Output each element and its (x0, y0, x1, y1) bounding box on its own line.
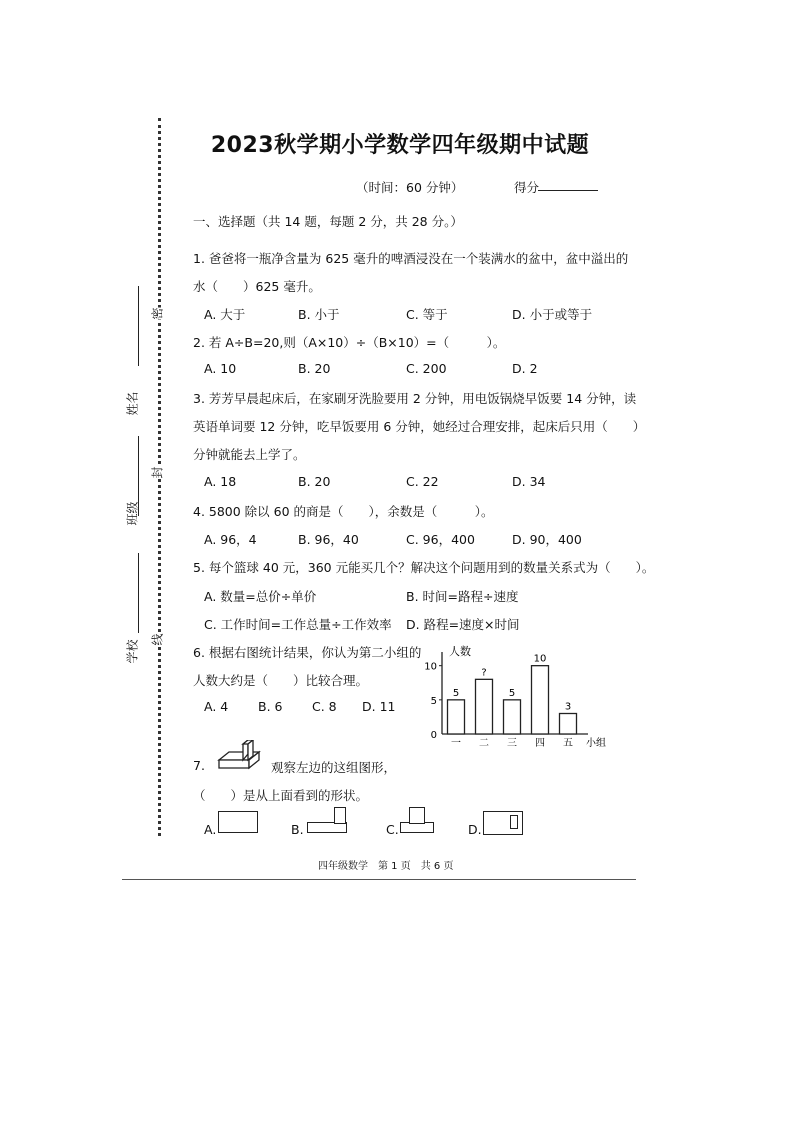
q5-line1: 5. 每个篮球 40 元，360 元能买几个？解决这个问题用到的数量关系式为（ ）。 (193, 560, 655, 575)
q7-option-a-label: A. (204, 822, 217, 837)
seal-mark-1: 密 (150, 307, 165, 320)
q5-option-d: D. 路程=速度×时间 (406, 617, 520, 632)
time-label: （时间：60 分钟） (356, 180, 464, 195)
q2-option-b: B. 20 (298, 361, 331, 376)
score-blank-line (538, 190, 598, 191)
q2-option-c: C. 200 (406, 361, 447, 376)
q7-option-c-label: C. (386, 822, 399, 837)
bar-5 (560, 714, 577, 735)
q7-option-d-label: D. (468, 822, 482, 837)
q4-option-d: D. 90，400 (512, 532, 582, 547)
group-count-bar-chart (418, 638, 614, 750)
q2-option-d: D. 2 (512, 361, 538, 376)
q4-option-c: C. 96，400 (406, 532, 475, 547)
name-blank-line (138, 286, 139, 366)
q3-line2: 英语单词要 12 分钟，吃早饭要用 6 分钟，她经过合理安排，起床后只用（ ） (193, 419, 646, 434)
y-axis-label: 人数 (449, 645, 471, 658)
q1-option-c: C. 等于 (406, 307, 448, 322)
x-category-label: 五 (563, 738, 573, 749)
page-footer: 四年级数学 第 1 页 共 6 页 (318, 861, 454, 872)
q7-option-b-label: B. (291, 822, 304, 837)
q6-line1: 6. 根据右图统计结果，你认为第二小组的 (193, 645, 422, 660)
seal-mark-3: 线 (150, 633, 165, 646)
q4-line1: 4. 5800 除以 60 的商是（ ），余数是（ ）。 (193, 504, 494, 519)
x-axis-label: 小组 (586, 738, 606, 749)
q6-option-d: D. 11 (362, 699, 396, 714)
bar-4 (532, 666, 549, 734)
class-label: 班级 (125, 501, 140, 526)
page-title: 2023秋学期小学数学四年级期中试题 (210, 133, 590, 158)
q7-option-b-shape-post (334, 807, 346, 824)
y-tick-label: 10 (424, 661, 437, 673)
q3-line3: 分钟就能去上学了。 (193, 447, 306, 462)
bar-1 (448, 700, 465, 734)
bar-value-label: 5 (508, 687, 516, 699)
q1-option-d: D. 小于或等于 (512, 307, 593, 322)
bar-value-label: ? (481, 667, 487, 679)
x-category-label: 四 (535, 738, 545, 749)
bar-2 (476, 679, 493, 734)
q1-line1: 1. 爸爸将一瓶净含量为 625 毫升的啤酒浸没在一个装满水的盆中，盆中溢出的 (193, 251, 629, 266)
bar-3 (504, 700, 521, 734)
bar-value-label: 5 (452, 687, 460, 699)
section-title: 一、选择题（共 14 题，每题 2 分，共 28 分。） (193, 214, 463, 229)
q1-option-a: A. 大于 (204, 307, 246, 322)
q3-option-d: D. 34 (512, 474, 546, 489)
q4-option-b: B. 96，40 (298, 532, 359, 547)
q6-option-c: C. 8 (312, 699, 337, 714)
bar-value-label: 3 (564, 701, 572, 713)
q2-line1: 2. 若 A÷B=20,则（A×10）÷（B×10）=（ ）。 (193, 335, 506, 350)
school-label: 学校 (125, 639, 140, 664)
q7-solid-figure (215, 740, 265, 772)
q3-option-b: B. 20 (298, 474, 331, 489)
x-category-label: 一 (451, 738, 461, 749)
seal-mark-2: 封 (150, 466, 165, 479)
q6-option-b: B. 6 (258, 699, 283, 714)
name-label: 姓名 (125, 391, 140, 416)
q7-line2: （ ）是从上面看到的形状。 (193, 788, 369, 803)
q3-option-a: A. 18 (204, 474, 237, 489)
q2-option-a: A. 10 (204, 361, 237, 376)
q7-option-c-shape-post (409, 807, 425, 824)
bottom-divider (122, 879, 636, 880)
school-blank-line (138, 553, 139, 633)
q5-option-a: A. 数量=总价÷单价 (204, 589, 317, 604)
x-category-label: 二 (479, 738, 489, 749)
q6-option-a: A. 4 (204, 699, 229, 714)
bar-value-label: 10 (533, 653, 547, 665)
q1-line2: 水（ ）625 毫升。 (193, 279, 321, 294)
q3-option-c: C. 22 (406, 474, 439, 489)
y-tick-label: 0 (430, 730, 437, 741)
score-label: 得分 (514, 180, 540, 195)
q5-option-c: C. 工作时间=工作总量÷工作效率 (204, 617, 392, 632)
q7-number: 7. (193, 758, 205, 773)
q3-line1: 3. 芳芳早晨起床后，在家刷牙洗脸要用 2 分钟，用电饭锅烧早饭要 14 分钟，读 (193, 391, 637, 406)
q1-option-b: B. 小于 (298, 307, 340, 322)
q7-option-a-shape (218, 811, 258, 833)
q7-option-d-shape-inner (510, 815, 518, 829)
q4-option-a: A. 96，4 (204, 532, 257, 547)
q5-option-b: B. 时间=路程÷速度 (406, 589, 519, 604)
q7-line1b: 观察左边的这组图形， (271, 760, 397, 775)
x-category-label: 三 (507, 738, 517, 749)
y-tick-label: 5 (430, 695, 437, 707)
q6-line2: 人数大约是（ ）比较合理。 (193, 673, 369, 688)
